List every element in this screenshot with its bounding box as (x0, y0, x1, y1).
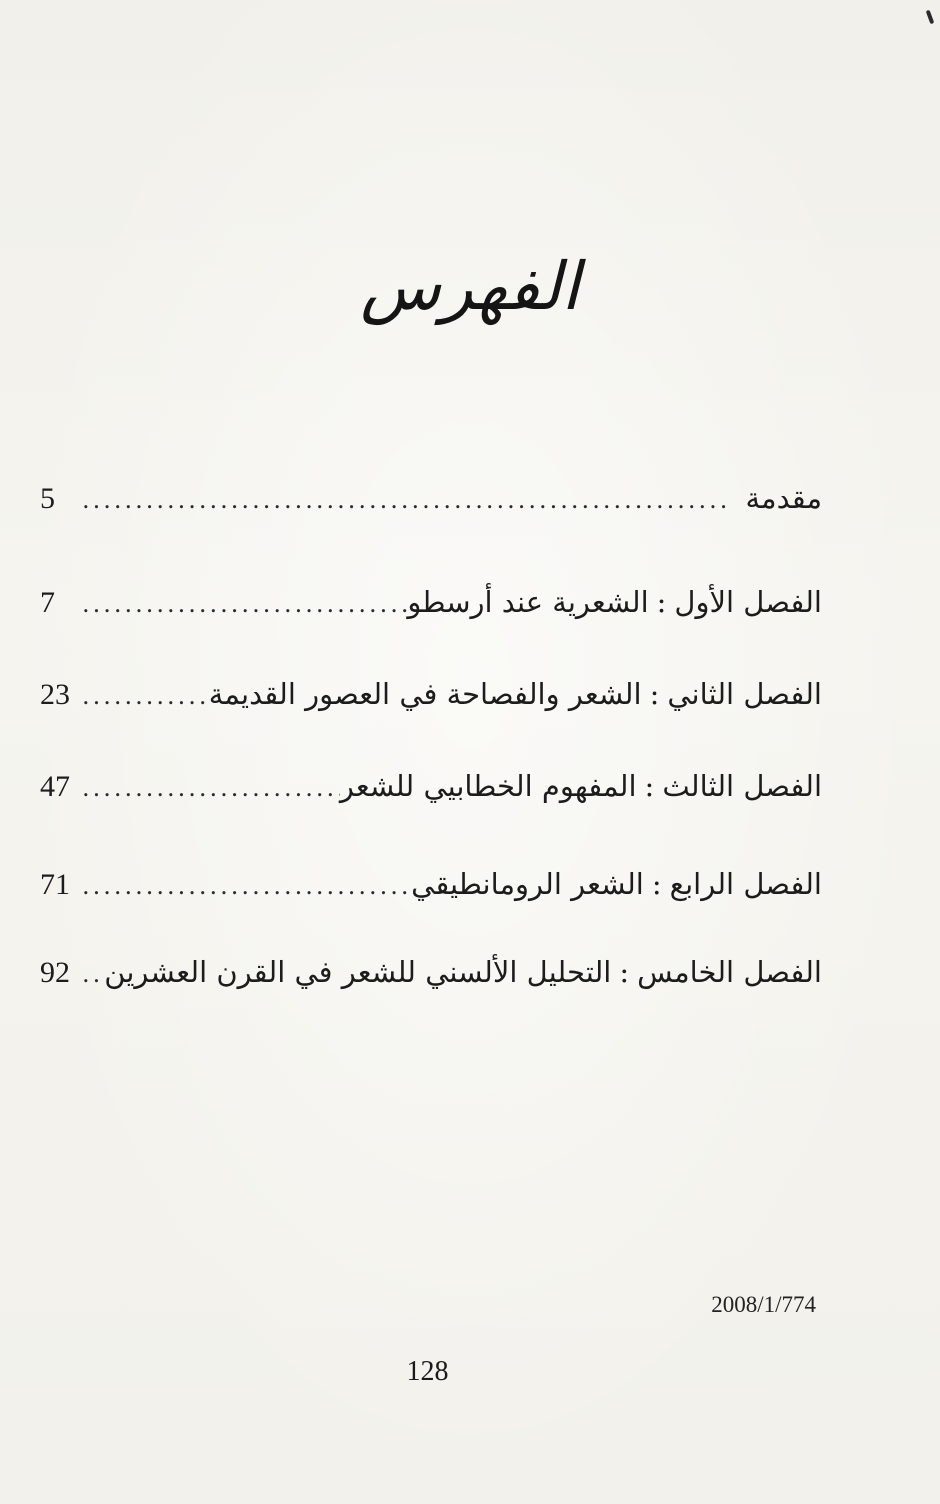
toc-separator: : (644, 769, 655, 803)
toc-separator: : (651, 867, 662, 901)
toc-page-number: 7 (40, 586, 55, 619)
deposit-reference: 2008/1/774 (711, 1292, 816, 1317)
toc-chapter-title: التحليل الألسني للشعر في القرن العشرين (104, 955, 612, 989)
toc-page-number: 5 (40, 482, 55, 515)
toc-page-number: 47 (40, 770, 70, 803)
toc-chapter-label: الفصل الخامس (637, 955, 822, 989)
toc-chapter-label: الفصل الثالث (662, 769, 822, 803)
toc-page-number: 23 (40, 678, 70, 711)
toc-leader-dots (76, 946, 104, 1002)
toc-separator: : (656, 585, 667, 619)
toc-row-chapter-4 (40, 856, 822, 912)
toc-leader-dots (76, 668, 209, 724)
toc-chapter-label: مقدمة (745, 481, 822, 515)
toc-leader-dots (76, 760, 340, 816)
toc-chapter-title: المفهوم الخطابيي للشعر (339, 769, 637, 803)
ink-mark (926, 10, 935, 25)
toc-leader-dots (76, 576, 407, 632)
toc-chapter-title: الشعرية عند أرسطو (407, 585, 649, 619)
toc-row-chapter-2 (40, 666, 822, 722)
toc-page-number: 92 (40, 956, 70, 989)
toc-chapter-label: الفصل الثاني (667, 677, 822, 711)
toc-chapter-title: الشعر والفصاحة في العصور القديمة (208, 677, 642, 711)
toc-row-chapter-5 (40, 944, 822, 1000)
toc-row-chapter-3 (40, 758, 822, 814)
toc-separator: : (619, 955, 630, 989)
page-title: الفهرس (360, 248, 580, 325)
toc-leader-dots (76, 472, 729, 528)
toc-leader-dots (76, 858, 411, 914)
toc-chapter-label: الفصل الأول (674, 585, 822, 619)
toc-row-chapter-1 (40, 574, 822, 630)
toc-row-introduction (40, 470, 822, 526)
toc-chapter-label: الفصل الرابع (669, 867, 822, 901)
toc-page-number: 71 (40, 868, 70, 901)
toc-chapter-title: الشعر الرومانطيقي (411, 867, 644, 901)
toc-separator: : (649, 677, 660, 711)
page-number: 128 (406, 1356, 449, 1387)
